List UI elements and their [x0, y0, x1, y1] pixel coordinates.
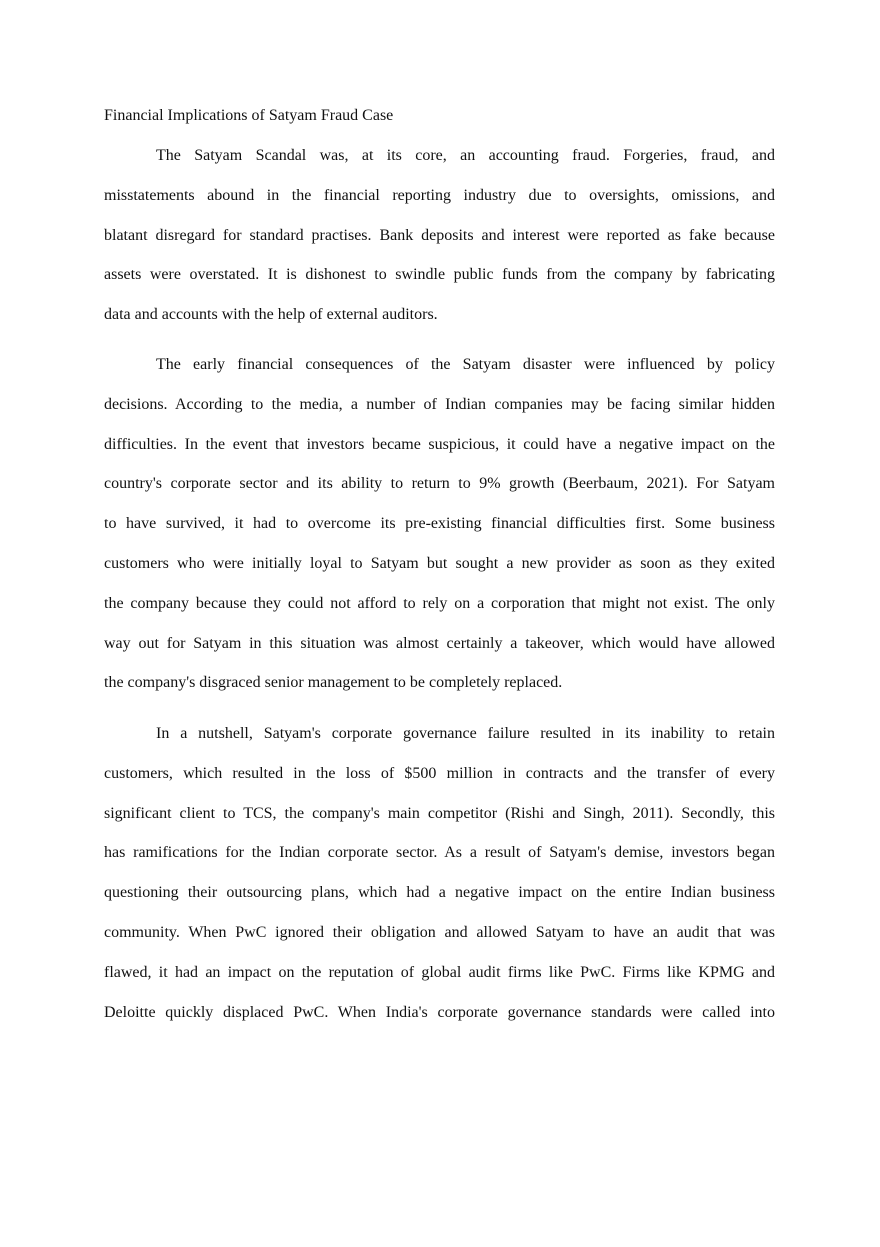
text-line: the company because they could not afford to rely on a corporation that might not exist. The only	[104, 594, 775, 612]
text-line: The early financial consequences of the Satyam disaster were influenced by policy	[156, 356, 775, 373]
text-line: decisions. According to the media, a number of Indian companies may be facing similar hidden	[104, 395, 775, 413]
text-line: customers, which resulted in the loss of $500 million in contracts and the transfer of every	[104, 764, 775, 782]
text-line: data and accounts with the help of external auditors.	[104, 306, 438, 324]
paragraph-3	[104, 724, 775, 1042]
text-line: the company's disgraced senior management to be completely replaced.	[104, 674, 563, 692]
document-title: Financial Implications of Satyam Fraud Case	[104, 107, 394, 124]
text-line: flawed, it had an impact on the reputation of global audit firms like PwC. Firms like KPMG and	[104, 963, 775, 981]
text-line: country's corporate sector and its ability to return to 9% growth (Beerbaum, 2021). For Satyam	[104, 475, 775, 493]
paragraph-2	[104, 355, 775, 713]
text-line: In a nutshell, Satyam's corporate governance failure resulted in its inability to retain	[156, 725, 775, 742]
paragraph-1	[104, 146, 775, 345]
text-line: to have survived, it had to overcome its pre-existing financial difficulties first. Some business	[104, 515, 775, 533]
text-line: Deloitte quickly displaced PwC. When India's corporate governance standards were called into	[104, 1003, 775, 1021]
text-line: difficulties. In the event that investors became suspicious, it could have a negative impact on the	[104, 435, 775, 453]
text-line: assets were overstated. It is dishonest to swindle public funds from the company by fabricating	[104, 266, 775, 284]
text-line: way out for Satyam in this situation was almost certainly a takeover, which would have allowed	[104, 634, 775, 652]
text-line: significant client to TCS, the company's main competitor (Rishi and Singh, 2011). Secondly, this	[104, 804, 775, 822]
text-line: has ramifications for the Indian corporate sector. As a result of Satyam's demise, investors began	[104, 844, 775, 862]
text-line: misstatements abound in the financial reporting industry due to oversights, omissions, and	[104, 186, 775, 204]
text-line: community. When PwC ignored their obligation and allowed Satyam to have an audit that was	[104, 923, 775, 941]
text-line: blatant disregard for standard practises. Bank deposits and interest were reported as fake because	[104, 226, 775, 244]
text-line: The Satyam Scandal was, at its core, an accounting fraud. Forgeries, fraud, and	[156, 147, 775, 164]
text-line: customers who were initially loyal to Satyam but sought a new provider as soon as they exited	[104, 554, 775, 572]
text-line: questioning their outsourcing plans, which had a negative impact on the entire Indian business	[104, 884, 775, 902]
